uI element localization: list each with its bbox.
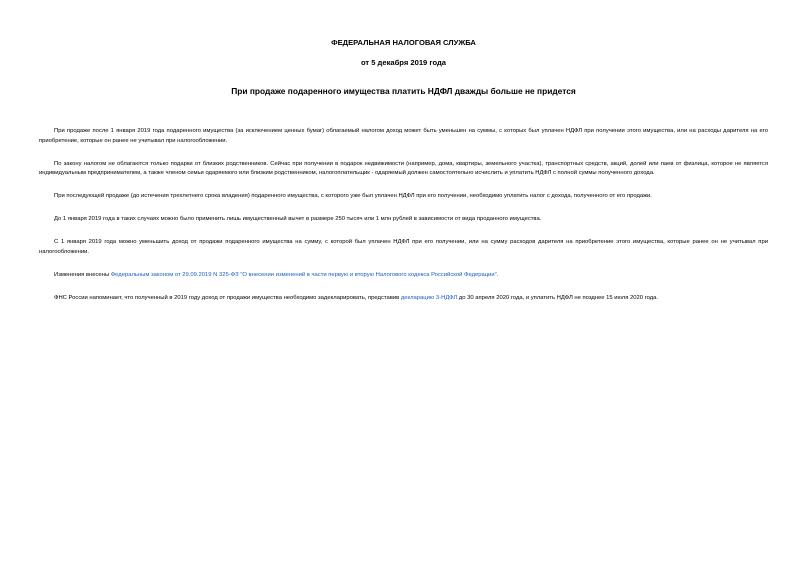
paragraph-2: По закону налогом не облагаются только подарки от близких родственников. Сейчас при получении в подарок недвижимости (например, дома, квартиры, земельного участка), транспортных средств, акций, долей или паев от физлица, которое не является индивидуальным предпринимателем, а также членом семьи одаряемого или близким родственником, налогоплательщик - одаряемый должен самостоятельно исчислить и уплатить НДФЛ с полной суммы полученного дохода. — [39, 160, 768, 176]
federal-law-link[interactable]: Федеральным законом от 29.09.2019 N 325-ФЗ "О внесении изменений в части первую и вторую Налогового кодекса Российской Федерации" — [110, 271, 497, 278]
organization-heading: ФЕДЕРАЛЬНАЯ НАЛОГОВАЯ СЛУЖБА — [331, 38, 476, 47]
document-body — [39, 127, 768, 317]
paragraph-7 — [39, 294, 768, 304]
paragraph-4: До 1 января 2019 года в таких случаях можно было применить лишь имущественный вычет в размере 250 тысяч или 1 млн рублей в зависимости от вида проданного имущества. — [54, 216, 542, 222]
paragraph-6-prefix: Изменения внесены — [54, 271, 111, 278]
document-date: от 5 декабря 2019 года — [360, 58, 447, 67]
declaration-3ndfl-link[interactable]: декларацию 3-НДФЛ — [400, 294, 458, 301]
paragraph-7-suffix: до 30 апреля 2020 года, и уплатить НДФЛ не позднее 15 июля 2020 года. — [457, 294, 659, 301]
paragraph-3: При последующей продаже (до истечения трехлетнего срока владения) подаренного имущества, с которого уже был уплачен НДФЛ при его получении, необходимо уплатить налог с дохода, полученного от его продажи. — [54, 193, 652, 199]
paragraph-1: При продаже после 1 января 2019 года подаренного имущества (за исключением ценных бумаг) облагаемый налогом доход может быть уменьшен на суммы, с которых был уплачен НДФЛ при получении этого имущества, или на расходы дарителя на его приобретение, которые он ранее не учитывал при налогообложении. — [39, 128, 768, 144]
paragraph-6 — [39, 271, 768, 281]
document-title: При продаже подаренного имущества платить НДФЛ дважды больше не придется — [231, 86, 576, 96]
paragraph-7-prefix: ФНС России напоминает, что полученный в 2019 году доход от продажи имущества необходимо задекларировать, представив — [54, 294, 401, 301]
paragraph-5: С 1 января 2019 года можно уменьшить доход от продажи подаренного имущества на сумму, с которой был уплачен НДФЛ при его получении, или на сумму расходов дарителя на приобретение этого имущества, которые ранее он не учитывал при налогообложении. — [39, 239, 768, 255]
paragraph-6-suffix: . — [496, 271, 499, 278]
